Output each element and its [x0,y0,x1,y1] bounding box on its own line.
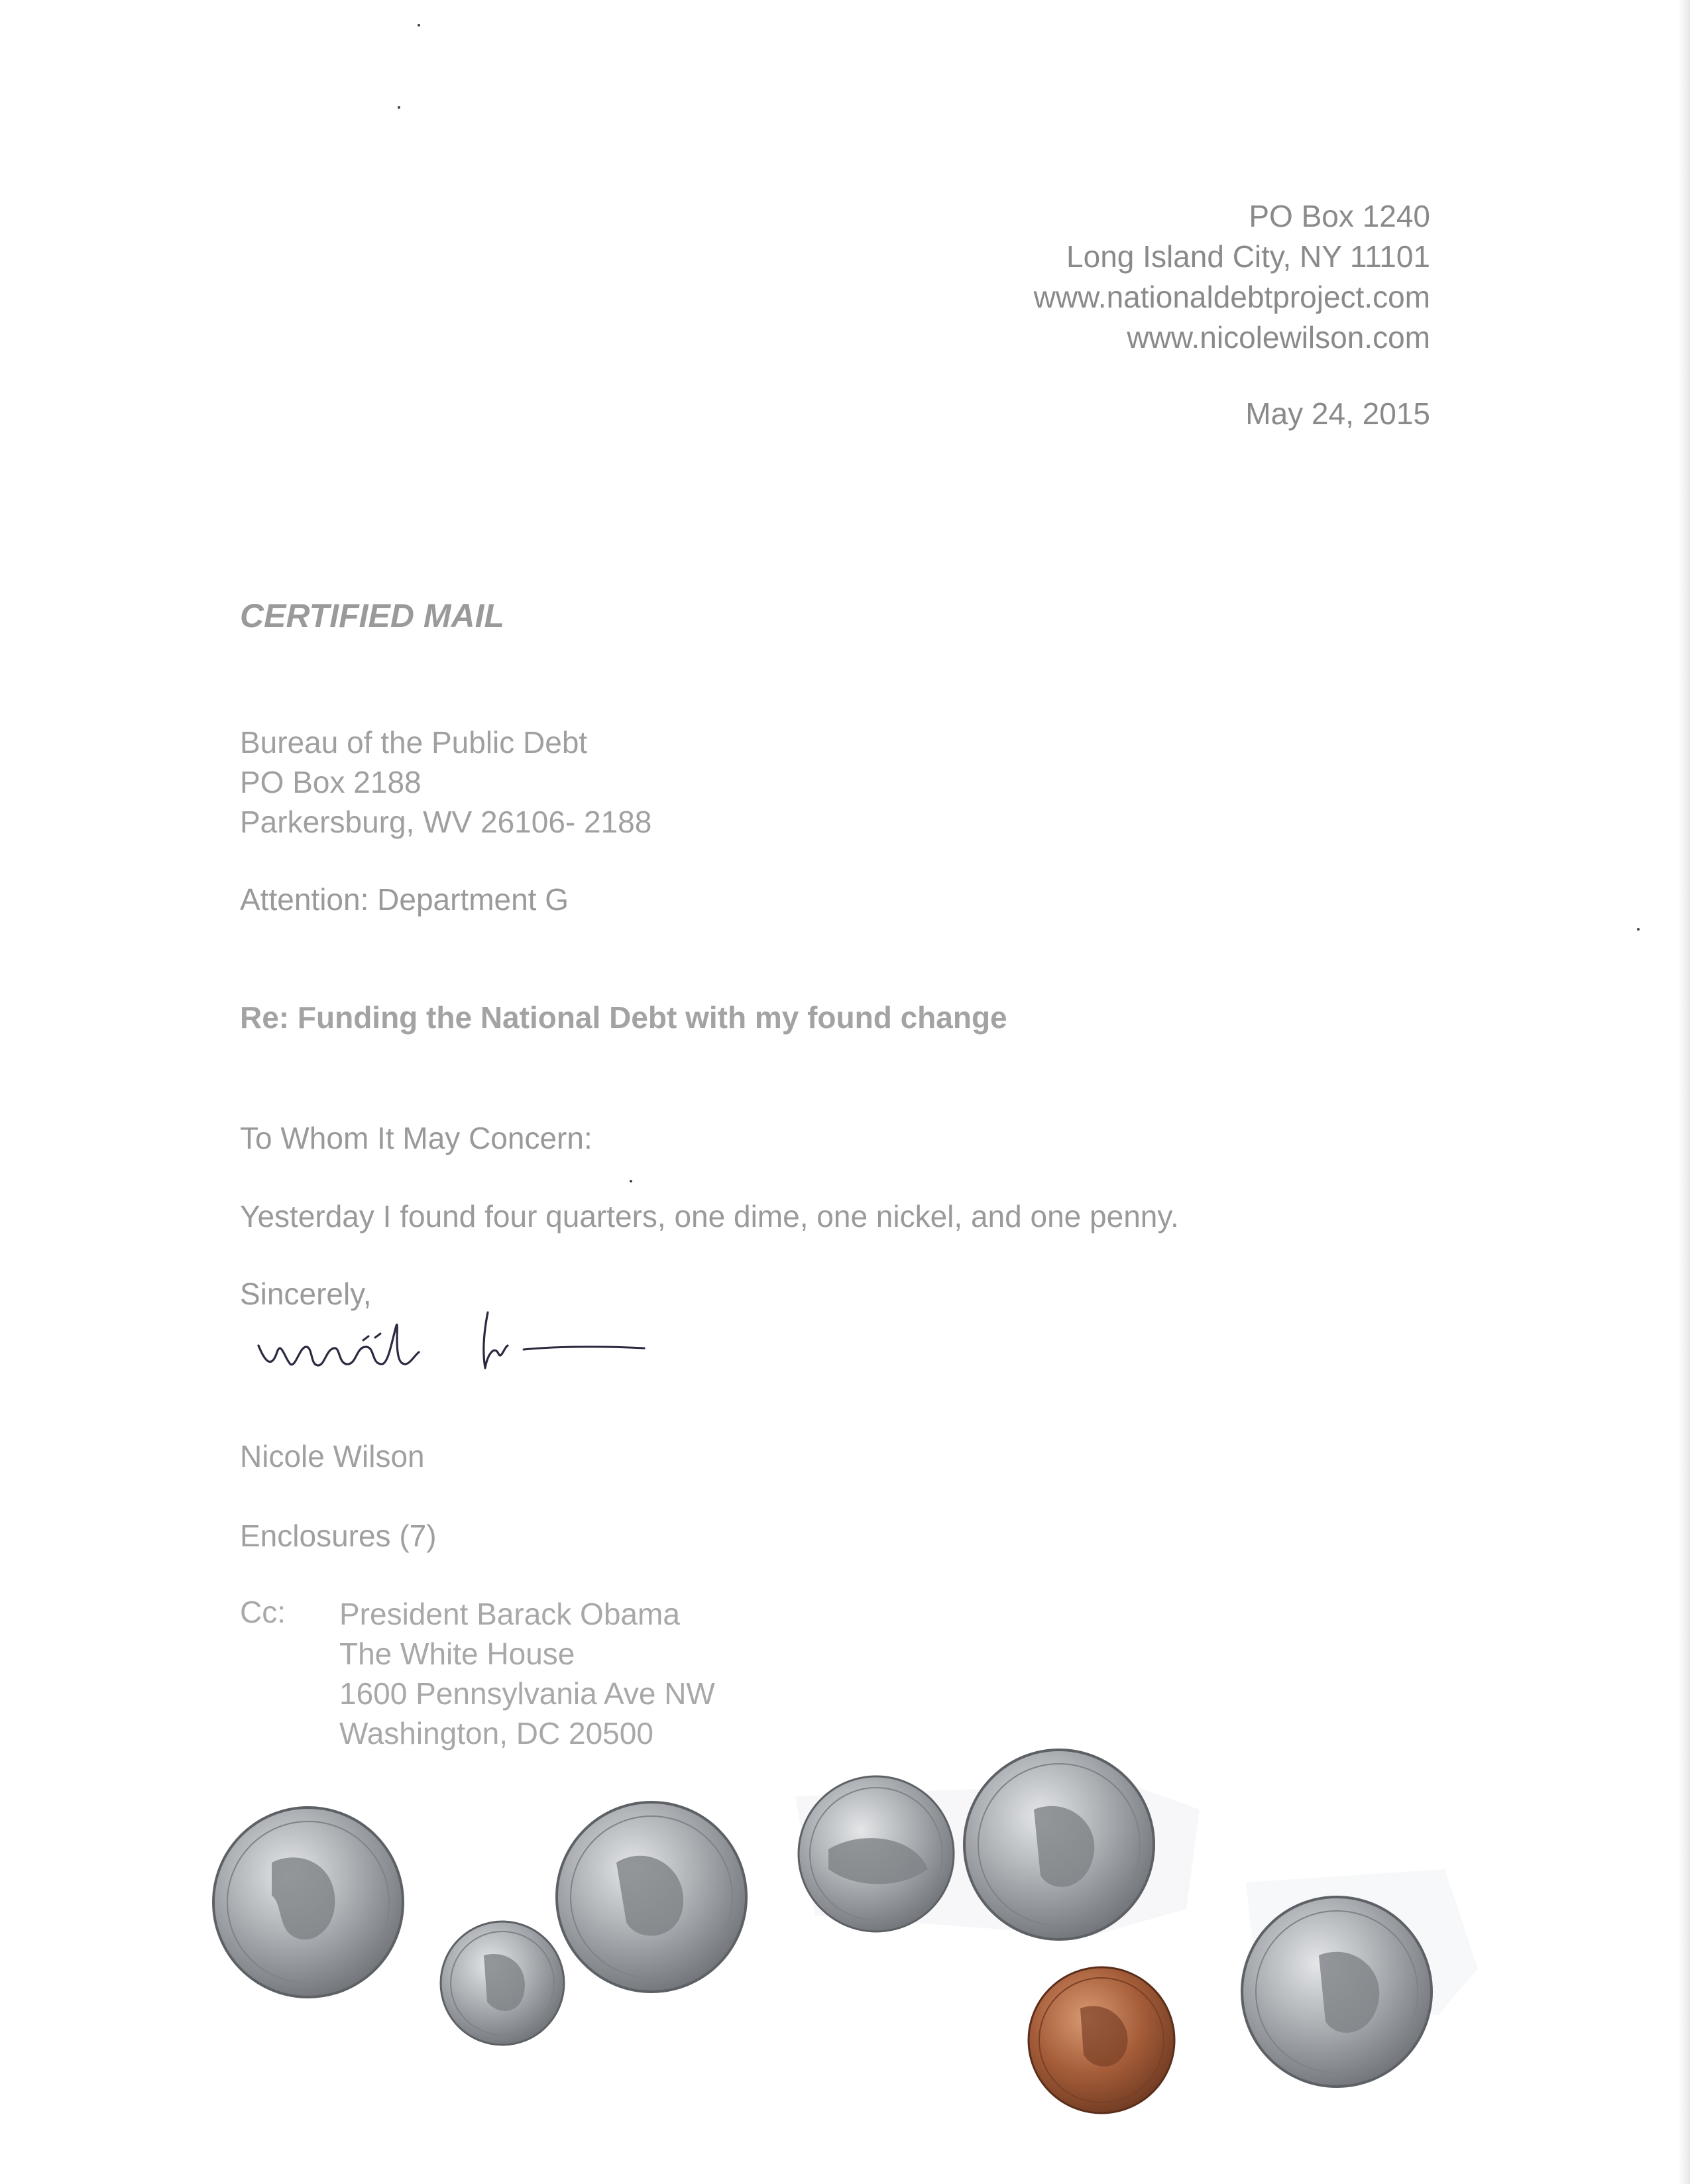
cc-label: Cc: [240,1595,286,1629]
sender-po-box: PO Box 1240 [1249,199,1430,233]
cc-street: 1600 Pennsylvania Ave NW [339,1676,715,1711]
coin-quarter-4 [1242,1897,1432,2087]
coin-penny [1029,1967,1174,2113]
recipient-city-line: Parkersburg, WV 26106- 2188 [240,805,652,839]
handwritten-signature [252,1299,663,1392]
letter-body: Yesterday I found four quarters, one dime, one nickel, and one penny. [240,1199,1179,1234]
salutation: To Whom It May Concern: [240,1121,592,1155]
coin-quarter-2 [557,1802,746,1992]
recipient-name: Bureau of the Public Debt [240,725,588,760]
coin-quarter-1 [213,1808,403,1997]
cc-address [339,1594,715,1753]
cc-city-line: Washington, DC 20500 [339,1716,653,1751]
cc-org: The White House [339,1637,575,1671]
scan-speck [398,106,400,109]
scan-speck [630,1180,632,1182]
sender-city-line: Long Island City, NY 11101 [1066,239,1430,274]
cc-name: President Barack Obama [339,1597,680,1631]
letter-date: May 24, 2015 [1245,396,1430,431]
coin-dime [441,1922,564,2045]
enclosed-coins [0,1737,1690,2184]
subject-line: Re: Funding the National Debt with my found change [240,1000,1007,1035]
scan-speck [1637,928,1640,931]
coin-quarter-3 [964,1750,1154,1939]
enclosures-line: Enclosures (7) [240,1519,437,1553]
scan-speck [418,24,420,27]
sender-address [1034,196,1430,358]
attention-line: Attention: Department G [240,882,569,917]
mail-type-heading: CERTIFIED MAIL [240,597,505,634]
recipient-address [240,722,651,842]
sender-website-2: www.nicolewilson.com [1127,320,1430,355]
sender-website-1: www.nationaldebtproject.com [1033,280,1430,314]
signer-name: Nicole Wilson [240,1439,425,1473]
closing: Sincerely, [240,1277,372,1311]
recipient-po-box: PO Box 2188 [240,765,422,799]
coin-nickel [799,1776,954,1931]
